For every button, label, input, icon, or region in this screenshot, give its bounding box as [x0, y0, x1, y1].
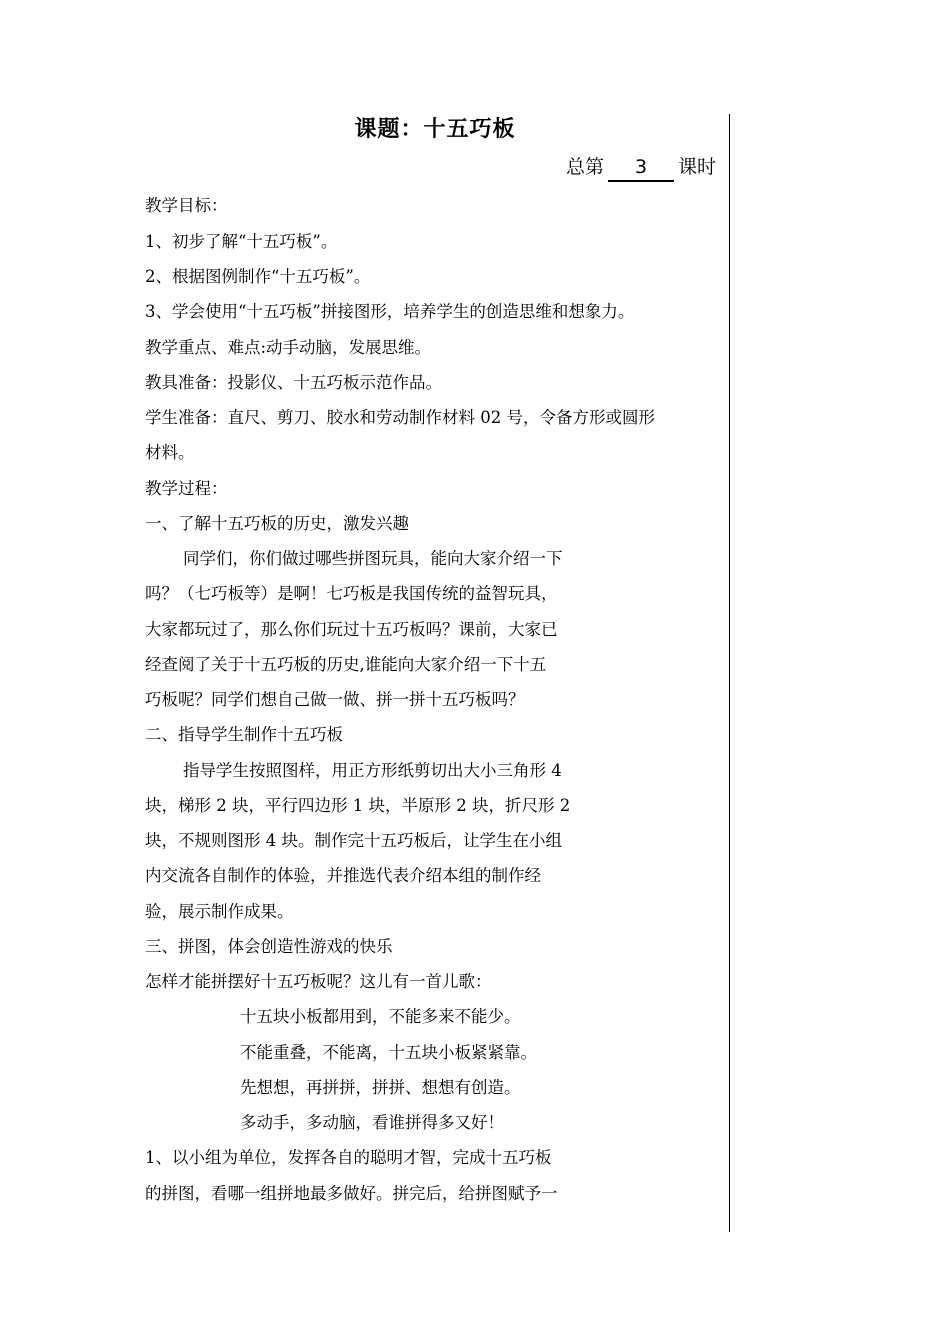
paragraph-line: 指导学生按照图样，用正方形纸剪切出大小三角形 4 [183, 761, 562, 780]
paragraph-line: 内交流各自制作的体验，并推选代表介绍本组的制作经 [145, 866, 541, 885]
paragraph-line: 验，展示制作成果。 [145, 902, 294, 921]
paragraph-line: 巧板呢？同学们想自己做一做、拼一拼十五巧板吗？ [145, 690, 525, 709]
teacher-materials: 教具准备：投影仪、十五巧板示范作品。 [145, 373, 442, 392]
section-3-heading: 三、拼图，体会创造性游戏的快乐 [145, 937, 393, 956]
objective-2: 2、根据图例制作“十五巧板”。 [145, 267, 371, 286]
rhyme-line: 十五块小板都用到，不能多来不能少。 [240, 1007, 521, 1026]
rhyme-line: 不能重叠，不能离，十五块小板紧紧靠。 [240, 1043, 537, 1062]
paragraph-line: 吗？（七巧板等）是啊！七巧板是我国传统的益智玩具， [145, 584, 558, 603]
section-2-heading: 二、指导学生制作十五巧板 [145, 725, 343, 744]
lesson-suffix: 课时 [678, 156, 717, 178]
student-materials-cont: 材料。 [145, 443, 195, 462]
paragraph-line: 的拼图，看哪一组拼地最多做好。拼完后，给拼图赋予一 [145, 1184, 558, 1203]
paragraph-line: 经查阅了关于十五巧板的历史,谁能向大家介绍一下十五 [145, 655, 547, 674]
paragraph-line: 大家都玩过了，那么你们玩过十五巧板吗？课前，大家已 [145, 620, 558, 639]
rhyme-line: 先想想，再拼拼，拼拼、想想有创造。 [240, 1078, 521, 1097]
right-margin-rule [729, 114, 730, 1232]
paragraph-line: 块，不规则图形 4 块。制作完十五巧板后，让学生在小组 [145, 831, 562, 850]
student-materials: 学生准备：直尺、剪刀、胶水和劳动制作材料 02 号，令备方形或圆形 [145, 408, 655, 427]
key-points: 教学重点、难点:动手动脑，发展思维。 [145, 338, 432, 357]
paragraph-line: 1、以小组为单位，发挥各自的聪明才智，完成十五巧板 [145, 1148, 552, 1167]
process-heading: 教学过程： [145, 479, 228, 498]
paragraph-line: 块，梯形 2 块，平行四边形 1 块，半原形 2 块，折尺形 2 [145, 796, 571, 815]
paragraph-line: 同学们，你们做过哪些拼图玩具，能向大家介绍一下 [183, 549, 563, 568]
objective-3: 3、学会使用“十五巧板”拼接图形，培养学生的创造思维和想象力。 [145, 302, 635, 321]
paragraph-line: 怎样才能拼摆好十五巧板呢？这儿有一首儿歌： [145, 972, 492, 991]
page-title: 课题：十五巧板 [354, 117, 516, 142]
lesson-number-line [566, 152, 716, 182]
rhyme-line: 多动手，多动脑，看谁拼得多又好！ [240, 1113, 504, 1132]
section-1-heading: 一、了解十五巧板的历史，激发兴趣 [145, 514, 409, 533]
objective-1: 1、初步了解“十五巧板”。 [145, 232, 338, 251]
lesson-prefix: 总第 [566, 156, 605, 178]
objectives-heading: 教学目标： [145, 196, 228, 215]
lesson-number: 3 [608, 156, 674, 182]
